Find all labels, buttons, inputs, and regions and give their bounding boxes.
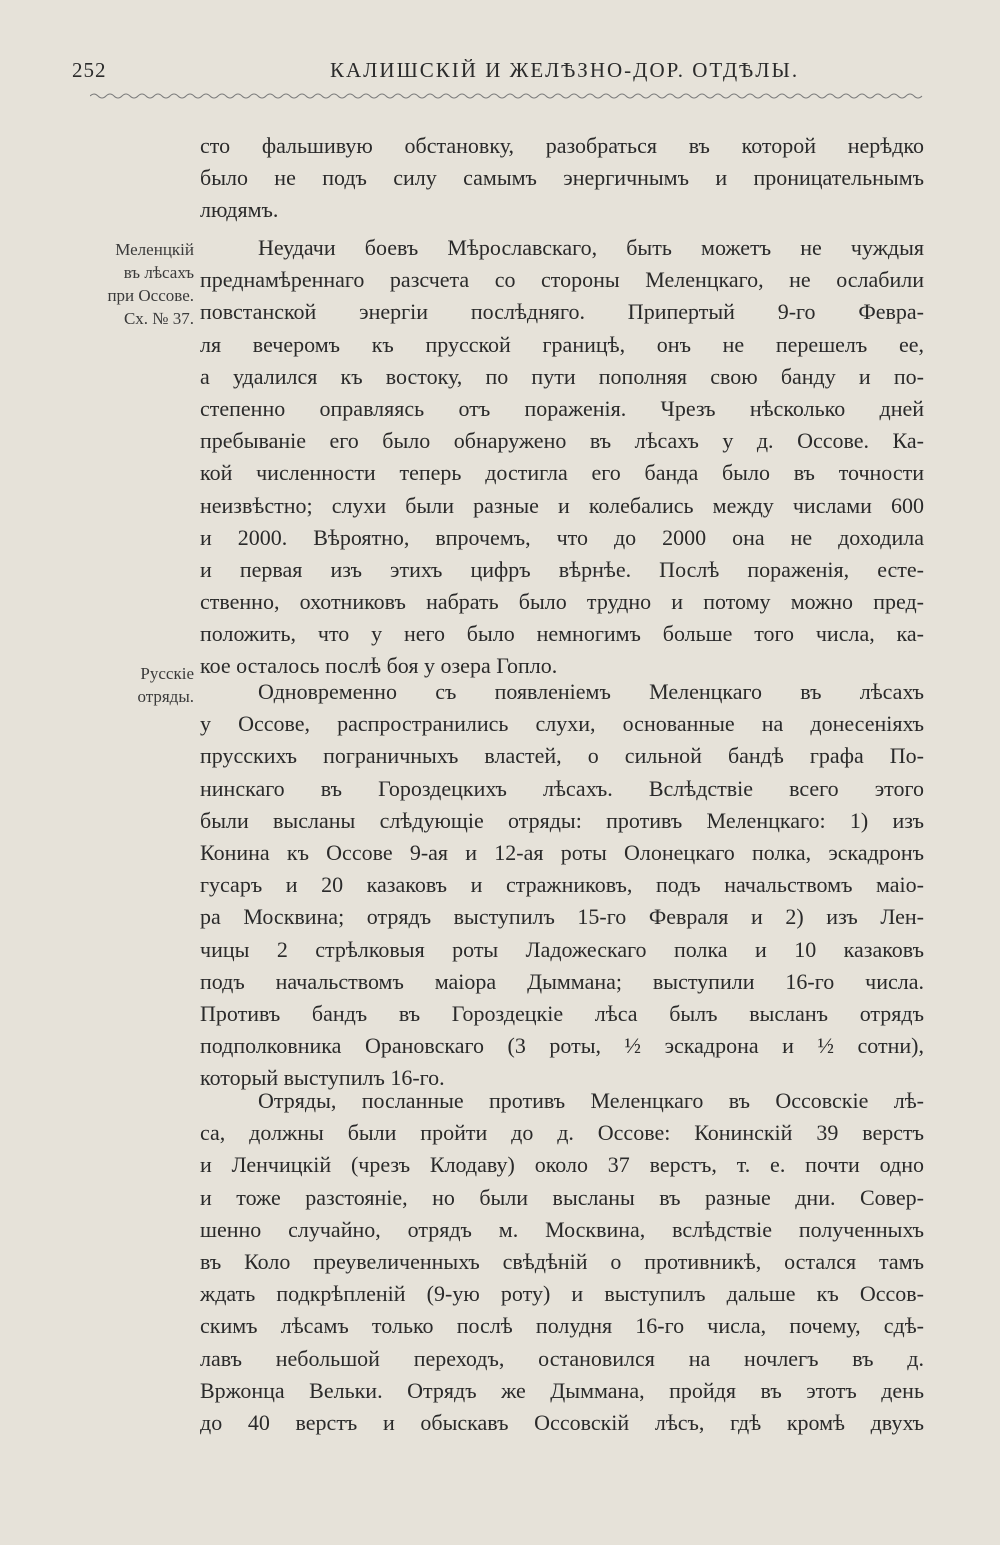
paragraph-melentsky-at-ossowe xyxy=(200,232,924,683)
margin-note-line: Меленцкій xyxy=(115,240,194,259)
text-line: и Ленчицкій (чрезъ Клодаву) около 37 верстъ, т. е. почти одно xyxy=(200,1152,924,1178)
text-line: кое осталось послѣ боя у озера Гопло. xyxy=(200,653,558,679)
text-line: ственно, охотниковъ набрать было трудно и потому можно пред- xyxy=(200,589,924,615)
text-line: ждать подкрѣпленій (9-ую роту) и выступилъ дальше къ Оссов- xyxy=(200,1281,924,1307)
text-line: кой численности теперь достигла его банда было въ точности xyxy=(200,460,924,486)
text-line: Одновременно съ появленіемъ Меленцкаго въ лѣсахъ xyxy=(258,679,924,704)
text-line: Вржонца Вельки. Отрядъ же Дыммана, пройдя въ этотъ день xyxy=(200,1377,924,1403)
margin-note-line: въ лѣсахъ xyxy=(123,263,194,282)
text-line: гусаръ и 20 казаковъ и стражниковъ, подъ начальствомъ маіо- xyxy=(200,872,924,898)
text-line: повстанской энергіи послѣдняго. Припертый 9-го Февра- xyxy=(200,299,924,325)
text-line: и 2000. Вѣроятно, впрочемъ, что до 2000 она не доходила xyxy=(200,524,924,550)
text-line: Неудачи боевъ Мѣрославскаго, быть можетъ не чуждыя xyxy=(258,235,924,260)
page-number: 252 xyxy=(72,58,107,82)
text-line: преднамѣреннаго разсчета со стороны Меленцкаго, не ослабили xyxy=(200,267,924,293)
text-line: ля вечеромъ къ прусской границѣ, онъ не перешелъ ее, xyxy=(200,331,924,357)
margin-note-line: при Оссове. xyxy=(107,286,194,305)
text-line: въ Коло преувеличенныхъ свѣдѣній о противникѣ, остался тамъ xyxy=(200,1248,924,1274)
text-line: ра Москвина; отрядъ выступилъ 15-го Февраля и 2) изъ Лен- xyxy=(200,904,924,930)
text-line: Противъ бандъ въ Гороздецкіе лѣса былъ высланъ отрядъ xyxy=(200,1000,924,1026)
text-line: прусскихъ пограничныхъ властей, о сильной бандѣ графа По- xyxy=(200,743,924,769)
text-line: подъ начальствомъ маіора Дыммана; выступили 16-го числа. xyxy=(200,968,924,994)
text-line: было не подъ силу самымъ энергичнымъ и проницательнымъ xyxy=(200,165,924,191)
text-line: подполковника Орановскаго (3 роты, ½ эскадрона и ½ сотни), xyxy=(200,1033,924,1059)
text-line: который выступилъ 16-го. xyxy=(200,1065,445,1091)
text-line: лавъ небольшой переходъ, остановился на ночлегъ въ д. xyxy=(200,1345,924,1371)
text-line: людямъ. xyxy=(200,197,279,223)
margin-note-line: Сх. № 37. xyxy=(123,309,194,328)
text-line: и тоже разстояніе, но были высланы въ разные дни. Совер- xyxy=(200,1184,924,1210)
text-line: у Оссове, распространились слухи, основанные на донесеніяхъ xyxy=(200,711,924,737)
text-line: положить, что у него было немногимъ больше того числа, ка- xyxy=(200,621,924,647)
text-line: скимъ лѣсамъ только послѣ полудня 16-го числа, почему, сдѣ- xyxy=(200,1313,924,1339)
margin-note-line: отряды. xyxy=(137,687,194,706)
running-title: КАЛИШСКІЙ И ЖЕЛѢЗНО-ДОР. ОТДѢЛЫ. xyxy=(330,58,800,82)
text-line: и первая изъ этихъ цифръ вѣрнѣе. Послѣ пораженія, есте- xyxy=(200,556,924,582)
margin-note-melentsky xyxy=(66,238,194,330)
text-line: Отряды, посланные противъ Меленцкаго въ Оссовскіе лѣ- xyxy=(258,1088,924,1113)
text-line: пребываніе его было обнаружено въ лѣсахъ у д. Оссове. Ка- xyxy=(200,428,924,454)
text-line: степенно оправляясь отъ пораженія. Чрезъ нѣсколько дней xyxy=(200,395,924,421)
paragraph-russian-detachments xyxy=(200,676,924,1094)
text-line: нинскаго въ Гороздецкихъ лѣсахъ. Вслѣдствіе всего этого xyxy=(200,775,924,801)
text-line: были высланы слѣдующіе отряды: противъ Меленцкаго: 1) изъ xyxy=(200,807,924,833)
text-line: чицы 2 стрѣлковыя роты Ладожескаго полка и 10 казаковъ xyxy=(200,936,924,962)
margin-note-russian-detachments xyxy=(66,662,194,708)
text-line: шенно случайно, отрядъ м. Москвина, вслѣдствіе полученныхъ xyxy=(200,1216,924,1242)
paragraph-continuation xyxy=(200,130,924,227)
text-line: Конина къ Оссове 9-ая и 12-ая роты Олонецкаго полка, эскадронъ xyxy=(200,839,924,865)
margin-note-line: Русскіе xyxy=(140,664,194,683)
text-line: сто фальшивую обстановку, разобраться въ которой нерѣдко xyxy=(200,133,924,158)
decorative-wavy-rule xyxy=(90,92,925,100)
running-head xyxy=(72,58,930,88)
text-line: до 40 верстъ и обыскавъ Оссовскій лѣсъ, гдѣ кромѣ двухъ xyxy=(200,1409,924,1435)
text-line: са, должны были пройти до д. Оссове: Конинскій 39 верстъ xyxy=(200,1120,924,1146)
paragraph-detachment-movements xyxy=(200,1085,924,1439)
text-line: а удалился къ востоку, по пути пополняя свою банду и по- xyxy=(200,363,924,389)
text-line: неизвѣстно; слухи были разные и колебались между числами 600 xyxy=(200,492,924,518)
